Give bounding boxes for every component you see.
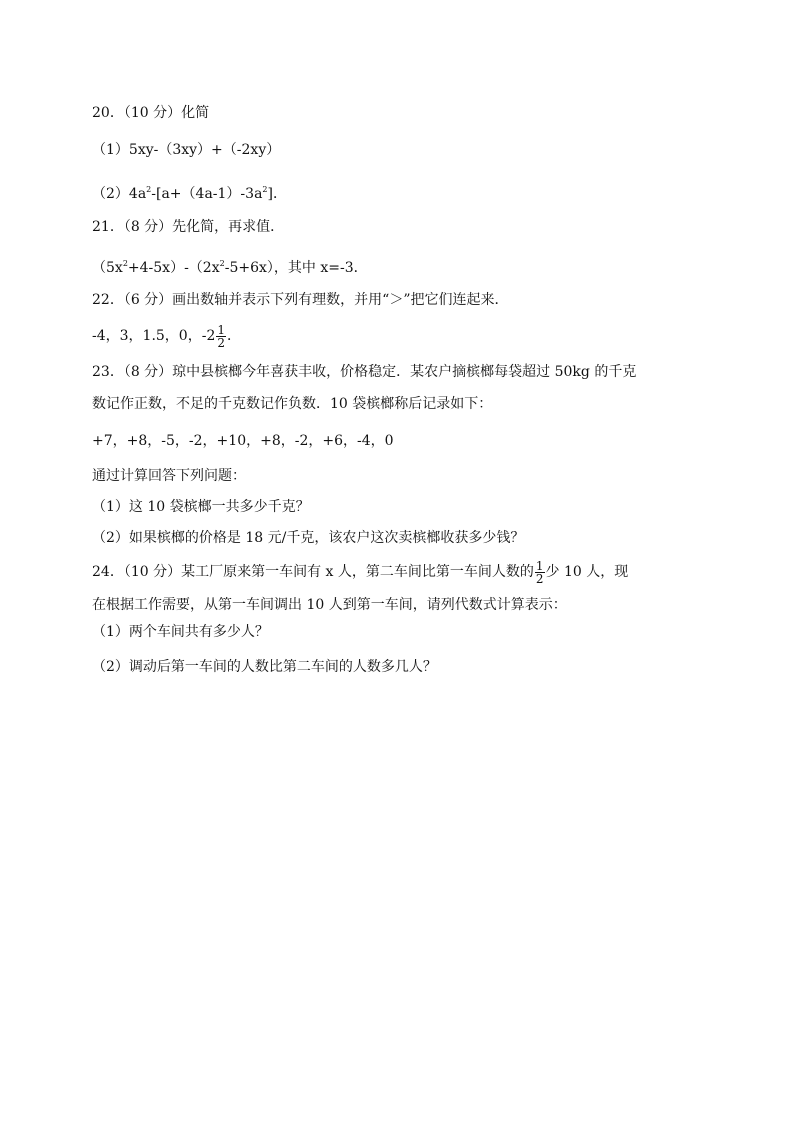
q24-fraction-numerator: 1	[535, 558, 544, 573]
q22-fraction	[216, 324, 226, 349]
q24-header	[92, 558, 628, 586]
q24-fraction	[535, 560, 545, 585]
q20-part2-exponent-1: 2	[146, 185, 152, 194]
q21-exponent-2: 2	[219, 259, 225, 268]
q20-part2-exponent-2: 2	[262, 185, 268, 194]
q20-part2	[92, 180, 287, 204]
q20-part2-text-c: ]．	[267, 186, 287, 202]
q24-fraction-denominator: 2	[535, 571, 544, 586]
q21-exponent-1: 2	[122, 259, 128, 268]
q23-header-continued: 数记作正数，不足的千克数记作负数．10 袋槟榔称后记录如下：	[92, 396, 493, 412]
q23-part1: （1）这 10 袋槟榔一共多少千克？	[92, 499, 310, 515]
q22-values-end: ．	[227, 328, 241, 344]
q20-part1: （1）5xy-（3xy）+（-2xy）	[92, 142, 281, 158]
q23-records: +7，+8，-5，-2，+10，+8，-2，+6，-4，0	[92, 433, 394, 449]
q22-fraction-numerator: 1	[217, 322, 225, 337]
q23-header: 23．（8 分）琼中县槟榔今年喜获丰收，价格稳定．某农户摘槟榔每袋超过 50kg 的千克	[92, 364, 637, 380]
q21-expr-c: -5+6x），其中 x=-3．	[224, 260, 368, 276]
q21-expr-b: +4-5x）-（2x	[127, 260, 220, 276]
q24-header-text-a: 24．（10 分）某工厂原来第一车间有 x 人，第二车间比第一车间人数的	[92, 564, 534, 580]
q23-part2: （2）如果槟榔的价格是 18 元/千克，该农户这次卖槟榔收获多少钱？	[92, 530, 525, 546]
q22-values	[92, 322, 241, 350]
q22-values-text: -4，3，1.5，0，-2	[92, 328, 216, 344]
q21-expr-a: （5x	[92, 260, 123, 276]
q24-header-continued: 在根据工作需要，从第一车间调出 10 人到第一车间，请列代数式计算表示：	[92, 597, 567, 613]
q24-header-text-b: 少 10 人，现	[545, 564, 629, 580]
q20-part2-text-b: -[a+（4a-1）-3a	[151, 186, 263, 202]
q23-prompt: 通过计算回答下列问题：	[92, 468, 246, 484]
q21-header: 21．（8 分）先化简，再求值．	[92, 219, 285, 235]
q20-part2-text-a: （2）4a	[92, 186, 147, 202]
q22-header: 22．（6 分）画出数轴并表示下列有理数，并用“＞”把它们连起来．	[92, 292, 509, 308]
q24-part1: （1）两个车间共有多少人？	[92, 624, 269, 640]
q20-header: 20．（10 分）化简	[92, 105, 210, 121]
q21-expression	[92, 254, 368, 278]
q24-part2: （2）调动后第一车间的人数比第二车间的人数多几人？	[92, 659, 437, 675]
q22-fraction-denominator: 2	[217, 335, 225, 350]
